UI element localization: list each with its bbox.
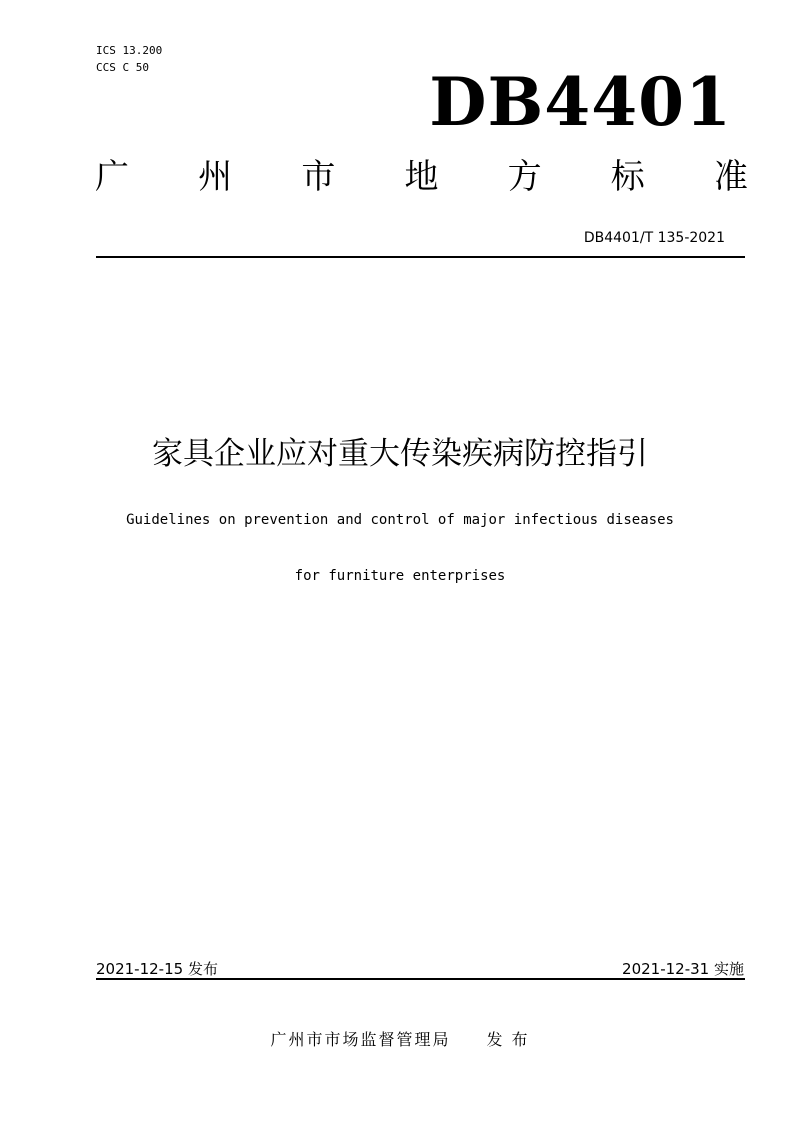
issue-date: 2021-12-15 发布 (96, 960, 218, 978)
footer-divider (96, 978, 745, 980)
standard-number: DB4401/T 135-2021 (583, 230, 725, 246)
document-title-english-line1: Guidelines on prevention and control of major infectious diseases (126, 512, 674, 528)
standard-logo: DB4401 (429, 63, 732, 141)
document-title-english-line2: for furniture enterprises (294, 568, 506, 584)
header-divider (96, 256, 745, 258)
issuer-line (0, 1028, 800, 1052)
standard-type-char: 州 (198, 157, 233, 197)
ccs-code: CCS C 50 (96, 61, 149, 74)
standard-type-char: 方 (507, 157, 542, 197)
issuer-name: 广州市市场监督管理局 (270, 1030, 451, 1049)
implementation-date: 2021-12-31 实施 (622, 960, 744, 978)
standard-type-char: 标 (610, 157, 645, 197)
issuer-action: 发 布 (486, 1030, 530, 1049)
standard-type (95, 152, 748, 202)
standard-type-char: 准 (713, 157, 748, 197)
standard-type-char: 广 (95, 157, 129, 197)
ics-code: ICS 13.200 (96, 44, 163, 57)
standard-type-char: 市 (301, 157, 336, 197)
standard-type-char: 地 (404, 157, 439, 197)
classification-codes (96, 42, 162, 76)
document-title-chinese: 家具企业应对重大传染疾病防控指引 (152, 436, 648, 472)
